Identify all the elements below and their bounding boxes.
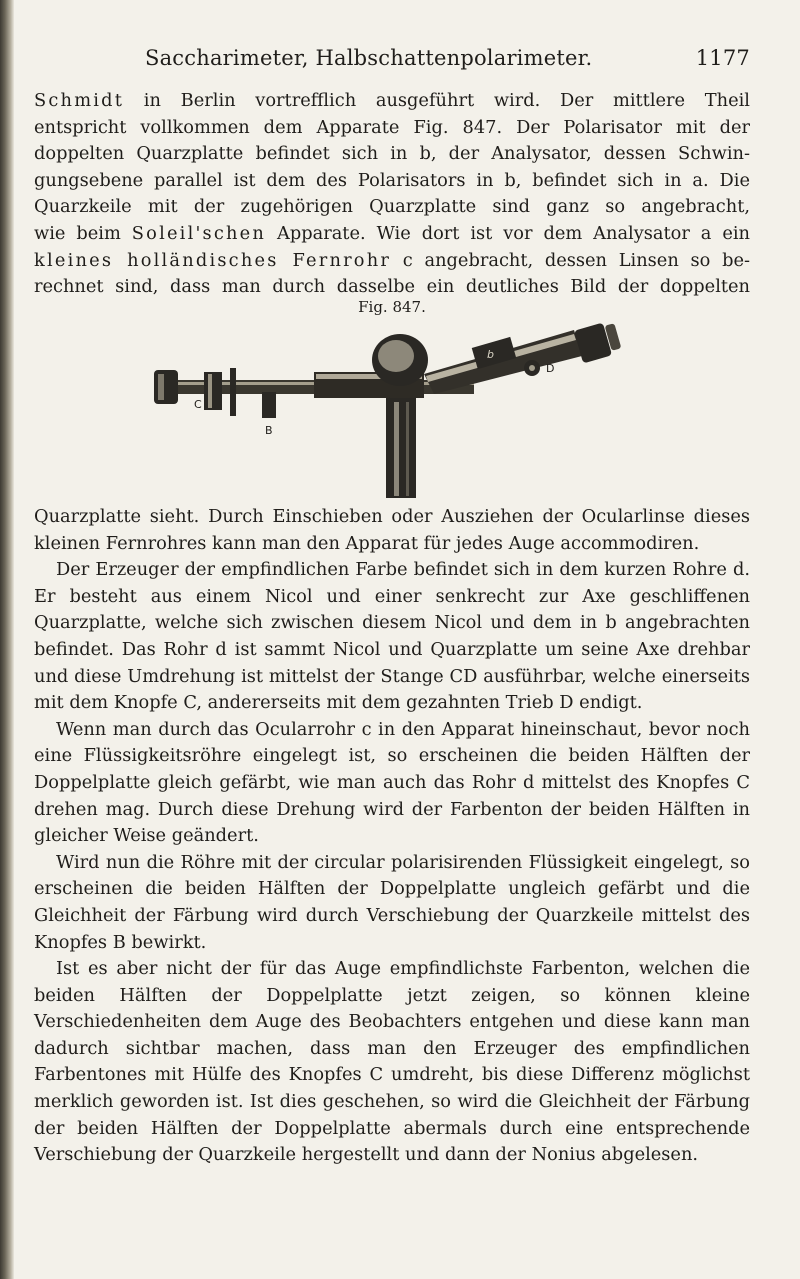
book-binding-edge [0,0,14,1279]
page-number: 1177 [695,46,750,70]
label-d: D [546,362,555,375]
text-line: rechnet sind, dass man durch dasselbe ein deutliches Bild der doppelten [34,276,750,298]
polarimeter-illustration [134,312,654,500]
text-line: gungsebene parallel ist dem des Polarisators in b, befindet sich in a. Die [34,169,750,191]
stand-column [386,398,416,498]
text-line: wie beim Soleil'schen Apparate. Wie dort ist vor dem Analysator a ein [34,222,751,244]
knob-c [204,372,222,410]
label-b-lower: b [487,348,494,361]
label-b-upper: B [265,424,273,437]
paragraph-4: Wird nun die Röhre mit der circular polarisirenden Flüssigkeit eingelegt, so erscheinen die beiden Hälften der Doppelplatte ungleich gefärbt und die Gleichheit der Färbung wird durch Verschiebung der Quarzkeile mittelst des Knopfes B bewirkt. [34,851,750,953]
paragraph-5: Ist es aber nicht der für das Auge empfindlichste Farbenton, welchen die beiden Hälften der Doppelplatte jetzt zeigen, so können kleine Verschiedenheiten dem Auge des Beobachters entgehen und diese kann man dadurch sichtbar machen, dass man den Erzeuger des empfindlichen Farbentones mit Hülfe des Knopfes C umdreht, bis diese Differenz möglichst merklich geworden ist. Ist dies geschehen, so wird die Gleichheit der Färbung der beiden Hälften der Doppelplatte abermals durch eine entsprechende Verschiebung der Quarzkeile hergestellt und dann der Nonius abgelesen. [34,958,750,1166]
text-block-top [34,88,750,301]
paragraph-1: Quarzplatte sieht. Durch Einschieben oder Ausziehen der Ocularlinse dieses kleinen Fernrohres kann man den Apparat für jedes Auge accommodiren. [34,506,750,554]
text-line: kleines holländisches Fernrohr c angebracht, dessen Linsen so be- [34,249,750,271]
text-block-bottom [34,504,750,1169]
left-end-piece [154,370,178,404]
paragraph-3: Wenn man durch das Ocularrohr c in den Apparat hineinschaut, bevor noch eine Flüssigkeitsröhre eingelegt ist, so erscheinen die beiden Hälften der Doppelplatte gleich gefärbt, wie man auch das Rohr d mittelst des Knopfes C drehen mag. Durch diese Drehung wird der Farbenton der beiden Hälften in gleicher Weise geändert. [34,718,750,847]
figure-caption: Fig. 847. [358,298,426,316]
paragraph-2: Der Erzeuger der empfindlichen Farbe befindet sich in dem kurzen Rohre d. Er besteht aus einem Nicol und einer senkrecht zur Axe geschliffenen Quarzplatte, welche sich zwischen diesem Nicol und dem in b angebrachten befindet. Das Rohr d ist sammt Nicol und Quarzplatte um seine Axe drehbar und diese Umdrehung ist mittelst der Stange CD ausführbar, welche einerseits mit dem Knopfe C, andererseits mit dem gezahnten Trieb D endigt. [34,559,750,714]
text-line: Quarzkeile mit der zugehörigen Quarzplatte sind ganz so angebracht, [34,196,750,218]
text-line: doppelten Quarzplatte befindet sich in b, der Analysator, dessen Schwin- [34,143,750,165]
text-line: Schmidt in Berlin vortrefflich ausgeführt wird. Der mittlere Theil [34,90,750,111]
running-title: Saccharimeter, Halbschattenpolarimeter. [145,46,593,70]
label-c: C [194,398,202,411]
text-line: entspricht vollkommen dem Apparate Fig. 847. Der Polarisator mit der [34,116,750,138]
figure-polarimeter [134,312,654,500]
knob-b [262,392,276,418]
